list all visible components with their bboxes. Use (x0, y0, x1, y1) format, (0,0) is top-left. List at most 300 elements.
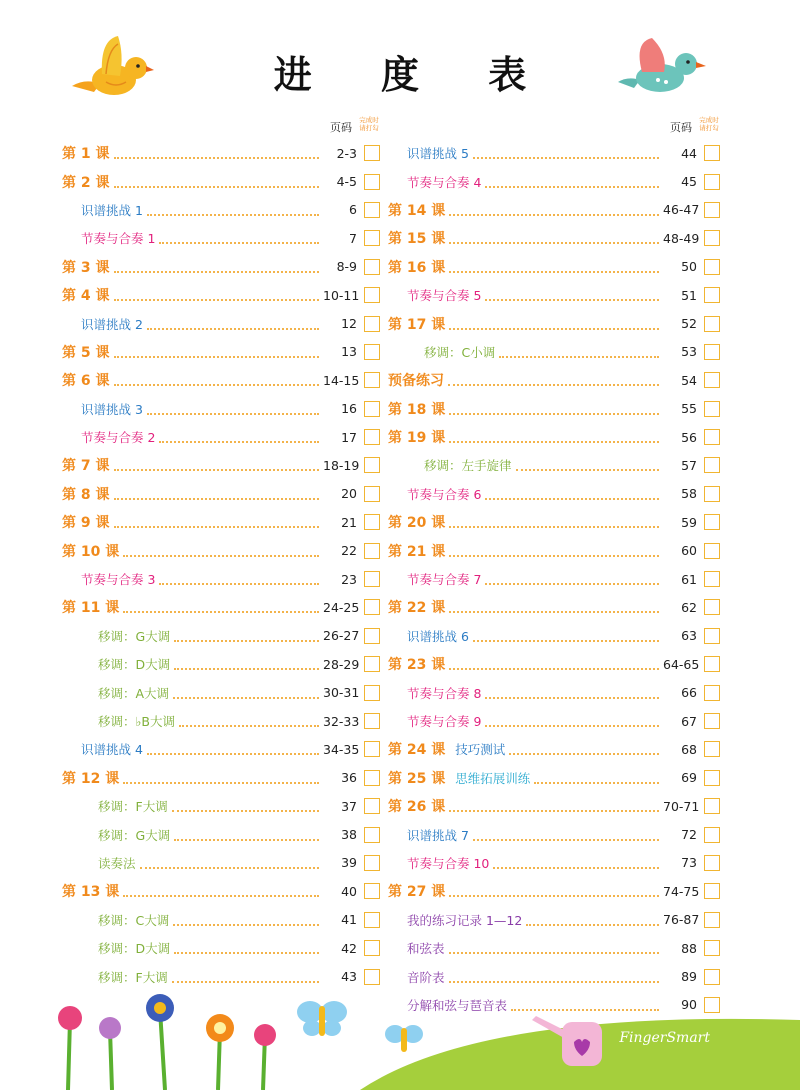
toc-entry-label: 第 27 课 (388, 884, 446, 901)
toc-row (62, 423, 380, 451)
toc-entry-label: 第 17 课 (388, 316, 446, 333)
completion-checkbox[interactable] (364, 940, 380, 956)
completion-checkbox[interactable] (364, 855, 380, 871)
completion-checkbox[interactable] (364, 372, 380, 388)
completion-checkbox[interactable] (704, 912, 720, 928)
page-number: 45 (681, 174, 697, 190)
completion-checkbox[interactable] (364, 571, 380, 587)
page-number: 30-31 (323, 685, 360, 701)
page-label: 页码 (670, 121, 692, 134)
page-number: 46-47 (663, 202, 700, 218)
page-number: 14-15 (323, 372, 360, 388)
page-number: 17 (341, 429, 357, 445)
toc-entry-label: 识谱挑战 7 (407, 827, 469, 843)
page-number: 48-49 (663, 230, 700, 246)
dot-leader (173, 924, 319, 926)
dot-leader (449, 242, 659, 244)
toc-row (388, 820, 720, 848)
toc-entry-label: 第 2 课 (62, 174, 110, 191)
page-number: 28-29 (323, 656, 360, 672)
page-number: 57 (681, 457, 697, 473)
dot-leader (123, 782, 319, 784)
dot-leader (485, 725, 659, 727)
toc-row (62, 849, 380, 877)
completion-checkbox[interactable] (704, 259, 720, 275)
dot-leader (485, 299, 659, 301)
dot-leader (485, 583, 659, 585)
page-number: 74-75 (663, 883, 700, 899)
completion-checkbox[interactable] (704, 316, 720, 332)
completion-checkbox[interactable] (704, 145, 720, 161)
toc-entry-label: 第 3 课 (62, 259, 110, 276)
completion-checkbox[interactable] (704, 287, 720, 303)
toc-entry-label: 第 20 课 (388, 515, 446, 532)
completion-checkbox[interactable] (704, 202, 720, 218)
toc-entry-label: 节奏与合奏 4 (407, 174, 482, 190)
toc-entry-label: 第 21 课 (388, 543, 446, 560)
dot-leader (473, 640, 659, 642)
dot-leader (147, 753, 319, 755)
page-number: 59 (681, 514, 697, 530)
page-number: 10-11 (323, 287, 360, 303)
toc-row (388, 764, 720, 792)
completion-checkbox[interactable] (364, 599, 380, 615)
toc-entry-label: 节奏与合奏 10 (407, 855, 490, 871)
page-number: 76-87 (663, 912, 700, 928)
completion-checkbox[interactable] (704, 543, 720, 559)
page-number: 54 (681, 372, 697, 388)
toc-entry-label: 节奏与合奏 5 (407, 288, 482, 304)
dot-leader (114, 469, 320, 471)
dot-leader (174, 640, 319, 642)
dot-leader (526, 924, 659, 926)
page-number: 37 (341, 798, 357, 814)
page-number: 23 (341, 571, 357, 587)
completion-checkbox[interactable] (364, 685, 380, 701)
toc-row (62, 508, 380, 536)
dot-leader (147, 413, 319, 415)
completion-checkbox[interactable] (704, 855, 720, 871)
toc-row (388, 480, 720, 508)
toc-entry-label: 第 14 课 (388, 202, 446, 219)
toc-entry-sublabel: 思维拓展训练 (455, 770, 531, 786)
completion-checkbox[interactable] (704, 344, 720, 360)
page-number: 53 (681, 344, 697, 360)
completion-checkbox[interactable] (364, 770, 380, 786)
dot-leader (473, 839, 659, 841)
page-number: 62 (681, 599, 697, 615)
toc-row (62, 962, 380, 990)
completion-checkbox[interactable] (364, 230, 380, 246)
toc-row (62, 877, 380, 905)
page-number: 44 (681, 145, 697, 161)
toc-row (388, 906, 720, 934)
toc-row (62, 480, 380, 508)
page-number: 70-71 (663, 798, 700, 814)
toc-entry-label: 移调：F大调 (98, 799, 168, 815)
completion-checkbox[interactable] (704, 798, 720, 814)
dot-leader (485, 498, 659, 500)
dot-leader (123, 611, 319, 613)
page-number: 40 (341, 883, 357, 899)
completion-checkbox[interactable] (704, 969, 720, 985)
completion-checkbox[interactable] (364, 798, 380, 814)
toc-row (62, 167, 380, 195)
dot-leader (493, 867, 659, 869)
page-number: 41 (341, 912, 357, 928)
toc-row (388, 508, 720, 536)
toc-row (62, 934, 380, 962)
page-number: 22 (341, 543, 357, 559)
toc-row (62, 224, 380, 252)
page-number: 4-5 (336, 174, 357, 190)
completion-checkbox[interactable] (364, 514, 380, 530)
dot-leader (449, 328, 659, 330)
toc-entry-label: 第 24 课 (388, 742, 446, 759)
page-number: 61 (681, 571, 697, 587)
toc-entry-label: 节奏与合奏 9 (407, 714, 482, 729)
dot-leader (147, 214, 319, 216)
completion-checkbox[interactable] (704, 599, 720, 615)
page-number: 56 (681, 429, 697, 445)
dot-leader (114, 384, 320, 386)
completion-checkbox[interactable] (704, 713, 720, 729)
completion-checkbox[interactable] (704, 401, 720, 417)
toc-row (62, 707, 380, 735)
butterfly-icon (384, 1022, 424, 1056)
toc-row (388, 650, 720, 678)
toc-row (388, 139, 720, 167)
toc-row (62, 281, 380, 309)
dot-leader (473, 157, 659, 159)
toc-row (388, 678, 720, 706)
toc-row (388, 877, 720, 905)
toc-entry-label: 识谱挑战 5 (407, 146, 469, 162)
completion-checkbox[interactable] (364, 174, 380, 190)
page-number: 63 (681, 628, 697, 644)
completion-checkbox[interactable] (364, 912, 380, 928)
dot-leader (114, 299, 320, 301)
dot-leader (114, 186, 320, 188)
dot-leader (159, 441, 319, 443)
toc-row (388, 281, 720, 309)
dot-leader (449, 271, 659, 273)
toc-row (388, 622, 720, 650)
page-number: 6 (349, 202, 357, 218)
page-number: 8-9 (336, 259, 357, 275)
page-number: 90 (681, 997, 697, 1013)
left-column (62, 112, 380, 991)
page-number: 43 (341, 969, 357, 985)
toc-row (62, 196, 380, 224)
completion-checkbox[interactable] (364, 145, 380, 161)
toc-entry-label: 第 12 课 (62, 770, 120, 787)
page-number: 69 (681, 770, 697, 786)
toc-entry-label: 第 10 课 (62, 543, 120, 560)
toc-row (388, 167, 720, 195)
completion-checkbox[interactable] (704, 230, 720, 246)
page-number: 72 (681, 827, 697, 843)
toc-entry-label: 移调：G大调 (98, 628, 171, 644)
page-number: 67 (681, 713, 697, 729)
toc-entry-label: 第 16 课 (388, 259, 446, 276)
toc-entry-label: 第 9 课 (62, 515, 110, 532)
toc-row (62, 792, 380, 820)
toc-row (62, 139, 380, 167)
toc-entry-sublabel: 技巧测试 (455, 742, 506, 758)
toc-entry-label: 第 5 课 (62, 344, 110, 361)
completion-checkbox[interactable] (364, 827, 380, 843)
page-number: 55 (681, 401, 697, 417)
dot-leader (123, 895, 319, 897)
page-number: 42 (341, 940, 357, 956)
toc-entry-label: 第 23 课 (388, 657, 446, 674)
page-number: 51 (681, 287, 697, 303)
toc-entry-label: 读奏法 (98, 855, 136, 871)
completion-checkbox[interactable] (364, 969, 380, 985)
toc-entry-label: 第 18 课 (388, 401, 446, 418)
dot-leader (179, 725, 319, 727)
page-number: 68 (681, 741, 697, 757)
completion-checkbox[interactable] (704, 685, 720, 701)
page-number: 52 (681, 316, 697, 332)
completion-checkbox[interactable] (364, 401, 380, 417)
toc-row (62, 253, 380, 281)
page-number: 16 (341, 401, 357, 417)
toc-row (62, 338, 380, 366)
toc-entry-label: 第 8 课 (62, 486, 110, 503)
page-title: 进 度 表 (273, 53, 555, 97)
completion-checkbox[interactable] (704, 174, 720, 190)
page-number: 24-25 (323, 599, 360, 615)
dot-leader (114, 271, 320, 273)
toc-entry-label: 移调：D大调 (98, 941, 171, 957)
toc-row (388, 536, 720, 564)
completion-checkbox[interactable] (364, 628, 380, 644)
dot-leader (147, 328, 319, 330)
toc-row (388, 934, 720, 962)
toc-entry-label: 第 7 课 (62, 458, 110, 475)
dot-leader (173, 697, 319, 699)
toc-entry-label: 节奏与合奏 8 (407, 685, 482, 701)
toc-entry-label: 第 13 课 (62, 884, 120, 901)
dot-leader (516, 469, 659, 471)
dot-leader (159, 242, 319, 244)
completion-checkbox[interactable] (364, 883, 380, 899)
page-number: 38 (341, 827, 357, 843)
page-number: 13 (341, 344, 357, 360)
toc-row (62, 820, 380, 848)
toc-entry-label: 节奏与合奏 3 (81, 572, 156, 588)
toc-row (388, 196, 720, 224)
toc-row (388, 735, 720, 763)
toc-entry-label: 识谱挑战 6 (407, 628, 469, 644)
toc-entry-label: 移调：C小调 (424, 344, 496, 360)
page-number: 12 (341, 316, 357, 332)
dot-leader (114, 498, 320, 500)
toc-entry-label: 识谱挑战 3 (81, 401, 143, 417)
dot-leader (449, 952, 659, 954)
toc-entry-label: 识谱挑战 2 (81, 316, 143, 332)
toc-row (62, 593, 380, 621)
toc-row (388, 593, 720, 621)
completion-checkbox[interactable] (704, 372, 720, 388)
toc-row (388, 792, 720, 820)
toc-row (388, 309, 720, 337)
page-number: 2-3 (336, 145, 357, 161)
page-number: 88 (681, 940, 697, 956)
completion-checkbox[interactable] (364, 202, 380, 218)
dot-leader (448, 384, 659, 386)
completion-checkbox[interactable] (704, 486, 720, 502)
completion-checkbox[interactable] (364, 543, 380, 559)
toc-entry-label: 识谱挑战 4 (81, 742, 143, 758)
dot-leader (499, 356, 659, 358)
completion-checkbox[interactable] (364, 344, 380, 360)
right-column (388, 112, 720, 1019)
page-number: 20 (341, 486, 357, 502)
completion-checkbox[interactable] (704, 827, 720, 843)
toc-row (388, 849, 720, 877)
toc-entry-label: 第 22 课 (388, 600, 446, 617)
completion-checkbox[interactable] (704, 429, 720, 445)
toc-entry-label: 移调：C大调 (98, 912, 170, 928)
toc-row (62, 366, 380, 394)
toc-entry-label: 移调：左手旋律 (424, 458, 512, 474)
completion-checkbox[interactable] (704, 741, 720, 757)
completion-checkbox[interactable] (364, 457, 380, 473)
toc-row (388, 253, 720, 281)
toc-row (62, 565, 380, 593)
dot-leader (449, 214, 659, 216)
completion-checkbox[interactable] (364, 287, 380, 303)
completion-checkbox[interactable] (704, 514, 720, 530)
page-number: 32-33 (323, 713, 360, 729)
toc-entry-label: 节奏与合奏 6 (407, 486, 482, 502)
toc-row (62, 309, 380, 337)
completion-checkbox[interactable] (364, 656, 380, 672)
dot-leader (172, 981, 319, 983)
dot-leader (449, 895, 659, 897)
toc-entry-label: 节奏与合奏 1 (81, 231, 156, 247)
toc-entry-label: 第 26 课 (388, 799, 446, 816)
completion-checkbox[interactable] (364, 486, 380, 502)
dot-leader (449, 555, 659, 557)
dot-leader (114, 526, 320, 528)
toc-entry-label: 我的练习记录 1—12 (407, 912, 523, 928)
toc-entry-label: 第 1 课 (62, 146, 110, 163)
toc-entry-label: 移调：D大调 (98, 657, 171, 673)
toc-entry-label: 音阶表 (407, 969, 445, 985)
completion-checkbox[interactable] (364, 316, 380, 332)
dot-leader (159, 583, 319, 585)
dot-leader (123, 555, 319, 557)
watering-can-icon (528, 1012, 612, 1070)
toc-entry-label: 移调：G大调 (98, 827, 171, 843)
dot-leader (114, 356, 320, 358)
dot-leader (449, 611, 659, 613)
dot-leader (485, 697, 659, 699)
dot-leader (509, 753, 659, 755)
page-number: 36 (341, 770, 357, 786)
dot-leader (114, 157, 320, 159)
dot-leader (174, 952, 319, 954)
toc-entry-label: 第 25 课 (388, 770, 446, 787)
completion-checkbox[interactable] (704, 940, 720, 956)
toc-entry-label: 移调：F大调 (98, 969, 168, 985)
toc-row (62, 451, 380, 479)
dot-leader (534, 782, 659, 784)
brand-logo: FingerSmart (619, 1030, 710, 1046)
done-label: 完成时请打勾 (359, 116, 379, 132)
dot-leader (172, 810, 319, 812)
dot-leader (449, 981, 659, 983)
page-number: 73 (681, 855, 697, 871)
toc-entry-label: 和弦表 (407, 941, 445, 957)
completion-checkbox[interactable] (364, 259, 380, 275)
toc-row (388, 395, 720, 423)
completion-checkbox[interactable] (704, 770, 720, 786)
dot-leader (449, 810, 659, 812)
completion-checkbox[interactable] (364, 741, 380, 757)
toc-entry-label: 分解和弦与琶音表 (407, 997, 508, 1013)
toc-entry-label: 第 19 课 (388, 430, 446, 447)
toc-entry-label: 预备练习 (388, 373, 444, 390)
toc-row (62, 906, 380, 934)
dot-leader (140, 867, 319, 869)
page-number: 66 (681, 685, 697, 701)
toc-row (62, 536, 380, 564)
completion-checkbox[interactable] (704, 571, 720, 587)
completion-checkbox[interactable] (364, 429, 380, 445)
page-number: 39 (341, 855, 357, 871)
toc-row (388, 451, 720, 479)
column-header (62, 112, 380, 139)
toc-row (388, 423, 720, 451)
toc-entry-label: 节奏与合奏 7 (407, 572, 482, 588)
toc-row (62, 735, 380, 763)
dot-leader (174, 839, 319, 841)
page-number: 18-19 (323, 457, 360, 473)
toc-entry-label: 第 11 课 (62, 600, 120, 617)
toc-row (388, 224, 720, 252)
dot-leader (174, 668, 319, 670)
dot-leader (485, 186, 659, 188)
page-number: 60 (681, 543, 697, 559)
dot-leader (449, 413, 659, 415)
page-number: 21 (341, 514, 357, 530)
toc-row (388, 707, 720, 735)
page-number: 7 (349, 230, 357, 246)
toc-row (388, 565, 720, 593)
completion-checkbox[interactable] (704, 656, 720, 672)
toc-row (62, 622, 380, 650)
page-number: 89 (681, 969, 697, 985)
completion-checkbox[interactable] (364, 713, 380, 729)
page-number: 50 (681, 259, 697, 275)
page-number: 64-65 (663, 656, 700, 672)
toc-entry-label: 节奏与合奏 2 (81, 430, 156, 446)
completion-checkbox[interactable] (704, 457, 720, 473)
dot-leader (449, 668, 659, 670)
completion-checkbox[interactable] (704, 628, 720, 644)
toc-entry-label: 第 4 课 (62, 288, 110, 305)
completion-checkbox[interactable] (704, 883, 720, 899)
page-number: 58 (681, 486, 697, 502)
page-label: 页码 (330, 121, 352, 134)
page-number: 34-35 (323, 741, 360, 757)
toc-row (388, 962, 720, 990)
